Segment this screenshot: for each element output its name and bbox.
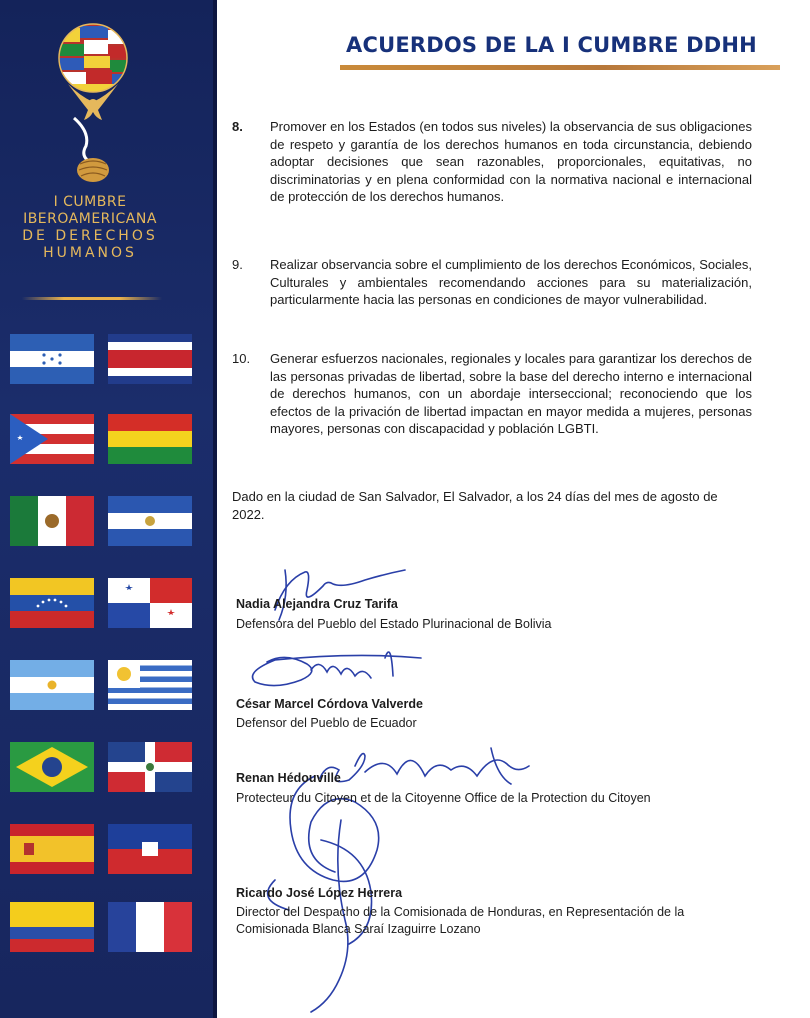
agreement-text: Promover en los Estados (en todos sus niveles) la observancia de sus obligaciones de respeto y garantía de los derechos humanos en toda circunstancia, debiendo adoptar decisiones que sean razonables, proporcionales, equitativas, no discriminatorias y en plena conformidad con la normativa nacional e internacional de protección de los derechos humanos.: [270, 119, 752, 205]
signatory-role: Defensora del Pueblo del Estado Plurinacional de Bolivia: [236, 617, 552, 631]
puerto-rico-flag: [10, 414, 94, 464]
signatory-name: Renan Hédouville: [236, 771, 341, 785]
dominican-republic-flag: [108, 742, 192, 792]
signatory-role: Protecteur du Citoyen et de la Citoyenne Office de la Protection du Citoyen: [236, 791, 651, 805]
sidebar-band: [0, 0, 215, 1018]
event-name-line: DE DERECHOS: [22, 228, 158, 244]
agreement-number: 8.: [232, 119, 243, 134]
closing-statement: Dado en la ciudad de San Salvador, El Salvador, a los 24 días del mes de agosto de 2022.: [232, 489, 718, 522]
event-name-line: IBEROAMERICANA: [23, 211, 157, 227]
title-underline: [340, 65, 780, 70]
argentina-flag: [10, 660, 94, 710]
agreement-number: 9.: [232, 257, 243, 272]
haiti-flag: [108, 824, 192, 874]
event-name-line: HUMANOS: [43, 245, 137, 261]
costa-rica-flag: [108, 334, 192, 384]
mexico-flag: [10, 496, 94, 546]
signatory-name: Ricardo José López Herrera: [236, 886, 403, 900]
france-flag: [108, 902, 192, 952]
agreement-text: Realizar observancia sobre el cumplimiento de los derechos Económicos, Sociales, Culturales y ambientales recomendando acciones para su materialización, particularmente hacia las personas en condiciones de mayor vulnerabilidad.: [270, 257, 752, 308]
spain-flag: [10, 824, 94, 874]
signatory-name: Nadia Alejandra Cruz Tarifa: [236, 597, 398, 611]
honduras-flag: [10, 334, 94, 384]
agreement-number: 10.: [232, 351, 251, 366]
signatory-role: Defensor del Pueblo de Ecuador: [236, 716, 417, 730]
colombia-flag: [10, 902, 94, 952]
event-name: [0, 194, 180, 262]
agreement-text: Generar esfuerzos nacionales, regionales y locales para garantizar los derechos de las personas privadas de libertad, sobre la base del derecho interno e internacional de derechos humanos, con un abordaje interseccional; reconociendo que los efectos de la privación de libertad impactan en mayor medida a mujeres, personas mayores, personas con discapacidad y población LGBTI.: [270, 351, 752, 437]
gold-divider: [22, 297, 162, 300]
globe-flags-logo: [50, 20, 136, 188]
panama-flag: [108, 578, 192, 628]
brazil-flag: [10, 742, 94, 792]
el-salvador-flag: [108, 496, 192, 546]
agreement-item: [232, 256, 752, 309]
agreement-item: [232, 118, 752, 206]
venezuela-flag: [10, 578, 94, 628]
document-title: ACUERDOS DE LA I CUMBRE DDHH: [346, 33, 757, 57]
event-name-line: I CUMBRE: [53, 194, 127, 210]
signatory-name: César Marcel Córdova Valverde: [236, 697, 423, 711]
sidebar-edge: [213, 0, 217, 1018]
signatory-role: Director del Despacho de la Comisionada de Honduras, en Representación de la Comisionada Blanca Saraí Izaguirre Lozano: [236, 905, 685, 936]
bolivia-flag: [108, 414, 192, 464]
uruguay-flag: [108, 660, 192, 710]
agreement-item: [232, 350, 752, 438]
